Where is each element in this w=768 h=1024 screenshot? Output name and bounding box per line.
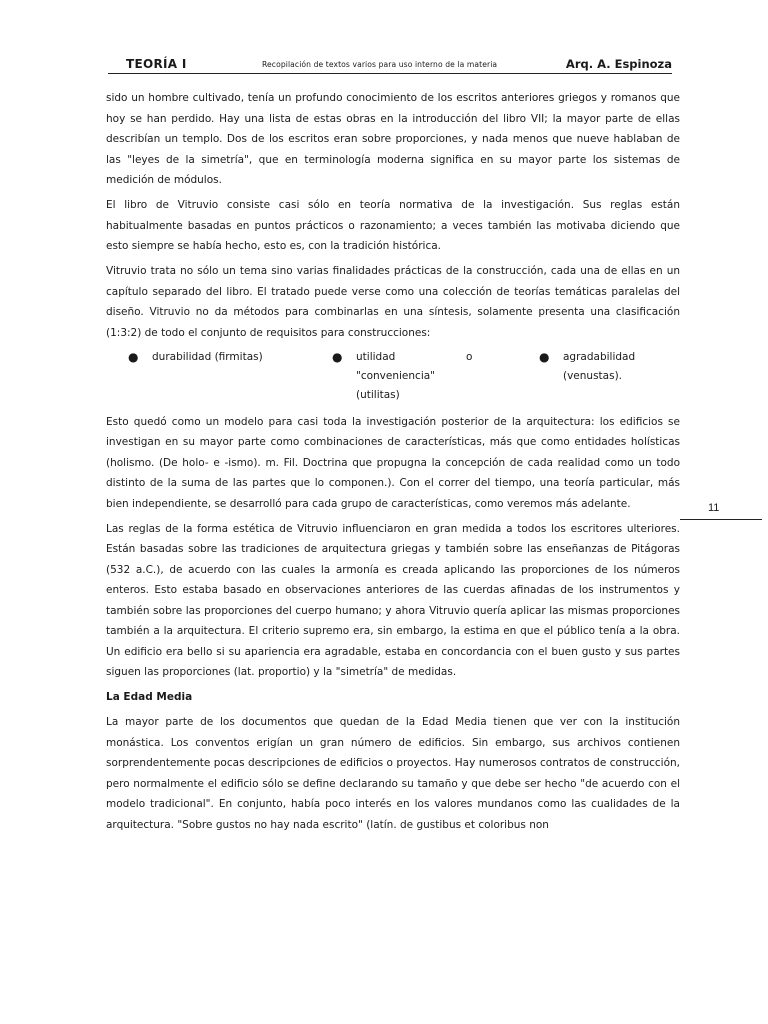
list-item xyxy=(332,348,476,405)
header-author: Arq. A. Espinoza xyxy=(565,57,672,71)
requirements-list xyxy=(106,348,680,404)
header-rule xyxy=(108,73,672,74)
page-number-rule xyxy=(680,519,762,520)
paragraph: Las reglas de la forma estética de Vitruvio influenciaron en gran medida a todos los escritores ulteriores. Están basadas sobre las tradiciones de arquitectura griegas y también sobre las enseñanzas de Pitágoras (532 a.C.), de acuerdo con las cuales la armonía es creada aplicando las proporciones de los números enteros. Esto estaba basado en observaciones anteriores de las cuerdas afinadas de los instrumentos y también sobre las proporciones del cuerpo humano; y ahora Vitruvio quería aplicar las mismas proporciones también a la arquitectura. El criterio supremo era, sin embargo, la estima en que el público tenía a la obra. Un edificio era bello si su apariencia era agradable, estaba en concordancia con el buen gusto y sus partes siguen las proporciones (lat. proportio) y la "simetría" de medidas. xyxy=(106,522,680,678)
list-item-text: utilidad "conveniencia" (utilitas) xyxy=(356,350,435,401)
list-item-conjunction: o xyxy=(466,350,473,363)
paragraph: Vitruvio trata no sólo un tema sino varias finalidades prácticas de la construcción, cada una de ellas en un capítulo separado del libro. El tratado puede verse como una colección de teorías temáticas paralelas del diseño. Vitruvio no da métodos para combinarlas en una síntesis, solamente presenta una clasificación (1:3:2) de todo el conjunto de requisitos para construcciones: xyxy=(106,265,680,339)
section-heading: La Edad Media xyxy=(106,691,193,703)
list-item-text: agradabilidad (venustas). xyxy=(563,350,636,382)
paragraph: Esto quedó como un modelo para casi toda la investigación posterior de la arquitectura: los edificios se investigan en su mayor parte como combinaciones de características, más que como entidades holísticas (holismo. (De holo- e -ismo). m. Fil. Doctrina que propugna la concepción de cada realidad como un todo distinto de la suma de las partes que lo componen.). Con el correr del tiempo, una teoría particular, más bien independiente, se desarrolló para cada grupo de características, como veremos más adelante. xyxy=(106,415,680,510)
list-item xyxy=(539,348,683,386)
paragraph: La mayor parte de los documentos que quedan de la Edad Media tienen que ver con la institución monástica. Los conventos erigían un gran número de edificios. Sin embargo, sus archivos contienen sorprendentemente pocas descripciones de edificios o proyectos. Hay numerosos contratos de construcción, pero normalmente el edificio sólo se define declarando su tamaño y que debe ser hecho "de acuerdo con el modelo tradicional". En conjunto, había poco interés en los valores mundanos como las cualidades de la arquitectura. "Sobre gustos no hay nada escrito" (latín. de gustibus et coloribus non xyxy=(106,716,680,831)
bullet-icon: ● xyxy=(332,349,343,364)
list-item xyxy=(128,348,302,367)
course-title: TEORÍA I xyxy=(126,57,187,71)
page-header xyxy=(108,54,672,74)
paragraph: El libro de Vitruvio consiste casi sólo en teoría normativa de la investigación. Sus reglas están habitualmente basadas en puntos prácticos o razonamiento; a veces también las motivaba diciendo que esto siempre se había hecho, esto es, con la tradición histórica. xyxy=(106,199,680,252)
paragraph: sido un hombre cultivado, tenía un profundo conocimiento de los escritos anteriores griegos y romanos que hoy se han perdido. Hay una lista de estas obras en la introducción del libro VII; la mayor parte de ellas describían un templo. Dos de los escritos eran sobre proporciones, y nada menos que nueve hablaban de las "leyes de la simetría", que en terminología moderna significa en su mayor parte los sistemas de medición de módulos. xyxy=(106,92,680,186)
bullet-icon: ● xyxy=(128,349,139,364)
page-number: 11 xyxy=(708,502,720,514)
list-item-text: durabilidad (firmitas) xyxy=(152,350,263,363)
page-body xyxy=(106,88,680,840)
header-subtitle: Recopilación de textos varios para uso interno de la materia xyxy=(262,60,498,69)
bullet-icon: ● xyxy=(539,349,550,364)
